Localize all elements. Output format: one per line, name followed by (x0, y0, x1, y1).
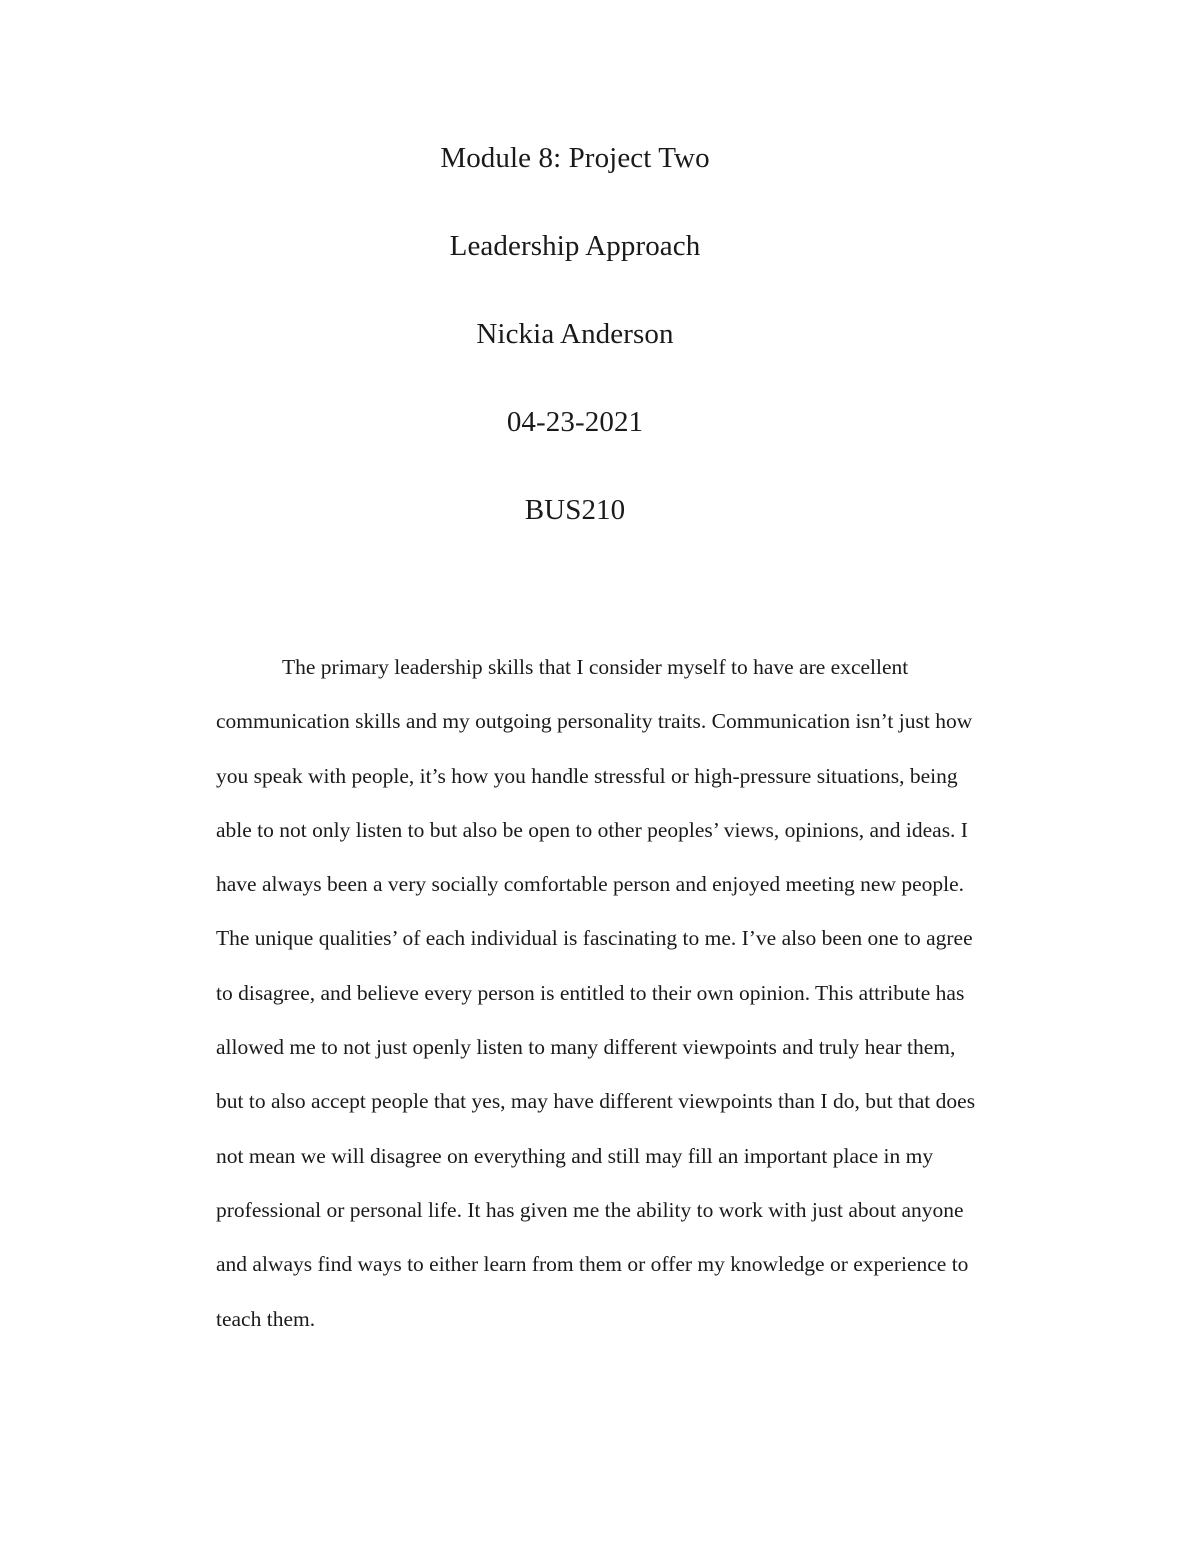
body-line: allowed me to not just openly listen to many different viewpoints and truly hear them, (216, 1035, 956, 1060)
paper-title: Leadership Approach (449, 230, 701, 262)
course-code: BUS210 (524, 494, 626, 526)
body-line: have always been a very socially comfortable person and enjoyed meeting new people. (216, 872, 965, 897)
body-line: able to not only listen to but also be open to other peoples’ views, opinions, and ideas. I (216, 817, 968, 842)
body-line: to disagree, and believe every person is entitled to their own opinion. This attribute has (216, 980, 965, 1005)
body-line: communication skills and my outgoing personality traits. Communication isn’t just how (216, 709, 973, 734)
body-line: but to also accept people that yes, may have different viewpoints than I do, but that does (216, 1089, 976, 1114)
body-line: professional or personal life. It has given me the ability to work with just about anyone (216, 1197, 964, 1222)
body-line: you speak with people, it’s how you handle stressful or high-pressure situations, being (216, 763, 958, 788)
submission-date: 04-23-2021 (506, 406, 644, 438)
module-heading: Module 8: Project Two (440, 142, 710, 174)
author-name: Nickia Anderson (476, 318, 674, 350)
body-line: The primary leadership skills that I consider myself to have are excellent (282, 655, 909, 679)
body-line: The unique qualities’ of each individual is fascinating to me. I’ve also been one to agree (216, 926, 973, 951)
body-line: teach them. (216, 1306, 316, 1331)
title-page-block (0, 136, 1150, 576)
body-paragraph (216, 640, 1056, 1346)
body-line: and always find ways to either learn from them or offer my knowledge or experience to (216, 1252, 969, 1277)
body-line: not mean we will disagree on everything and still may fill an important place in my (216, 1143, 934, 1168)
